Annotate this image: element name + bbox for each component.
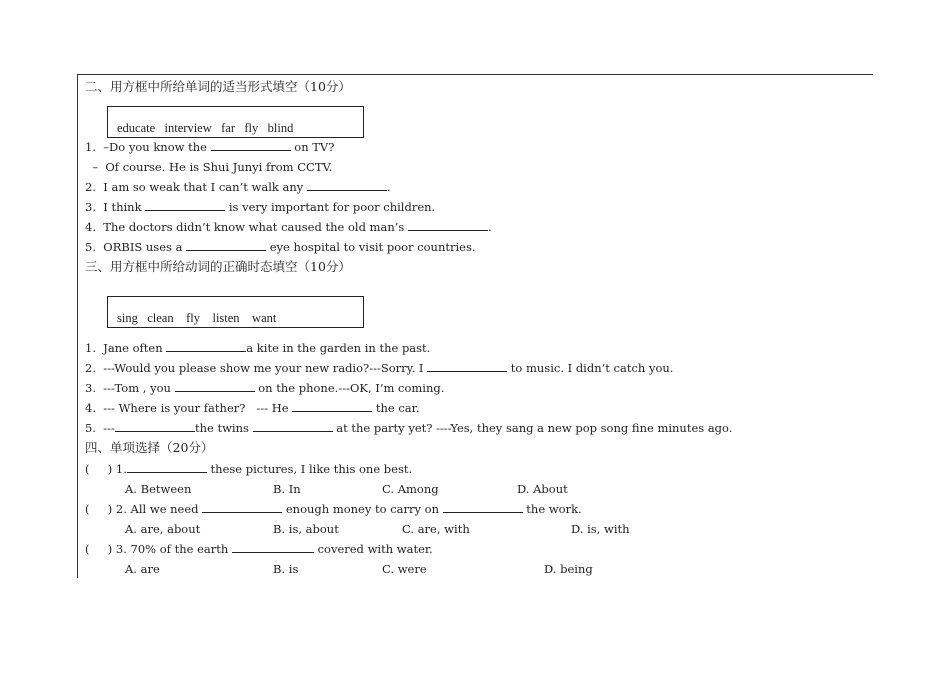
answer-blank[interactable] [427,361,507,372]
answer-blank[interactable] [253,421,333,432]
answer-blank[interactable] [408,220,488,231]
s3-item-4: 4. --- Where is your father? --- He the car. [85,401,420,415]
s3-item-1: 1. Jane often a kite in the garden in the past. [85,341,431,355]
mc-question-2: ( ) 2. All we need enough money to carry on the work. [85,502,582,516]
mc-question-1: ( ) 1. these pictures, I like this one best. [85,462,413,476]
s2-item-5: 5. ORBIS uses a eye hospital to visit poor countries. [85,240,476,254]
section4-heading: 四、单项选择（20分） [85,440,214,455]
answer-blank[interactable] [232,542,314,553]
s2-item-1: 1. –Do you know the on TV? [85,140,335,154]
top-rule [77,74,873,75]
mc-option[interactable]: C. are, with [402,522,470,536]
mc-option[interactable]: C. Among [382,482,439,496]
answer-blank[interactable] [443,502,523,513]
section2-word-box [107,106,364,138]
s2-item-1-answer: – Of course. He is Shui Junyi from CCTV. [85,160,333,174]
answer-blank[interactable] [211,140,291,151]
answer-blank[interactable] [145,200,225,211]
mc-option[interactable]: A. are, about [125,522,201,536]
mc-question-3: ( ) 3. 70% of the earth covered with water. [85,542,433,556]
s3-item-3: 3. ---Tom , you on the phone.---OK, I’m coming. [85,381,445,395]
s2-item-3: 3. I think is very important for poor children. [85,200,436,214]
section3-word-box [107,296,364,328]
mc-option[interactable]: B. is [273,562,299,576]
mc-option[interactable]: A. Between [125,482,192,496]
answer-blank[interactable] [115,421,195,432]
answer-blank[interactable] [202,502,282,513]
mc-option[interactable]: D. is, with [571,522,630,536]
mc-option[interactable]: D. being [544,562,593,576]
answer-blank[interactable] [186,240,266,251]
section2-heading: 二、用方框中所给单词的适当形式填空（10分） [85,79,351,94]
answer-blank[interactable] [175,381,255,392]
s3-item-5: 5. --- the twins at the party yet? ----Yes, they sang a new pop song fine minutes ago. [85,421,733,435]
mc-option[interactable]: A. are [125,562,160,576]
section3-word-list: sing clean fly listen want [117,311,277,325]
section2-word-list: educate interview far fly blind [117,121,294,135]
mc-option[interactable]: B. In [273,482,301,496]
mc-option[interactable]: D. About [517,482,568,496]
mc-option[interactable]: C. were [382,562,427,576]
section3-heading: 三、用方框中所给动词的正确时态填空（10分） [85,259,351,274]
answer-blank[interactable] [292,401,372,412]
answer-blank[interactable] [127,462,207,473]
s3-item-2: 2. ---Would you please show me your new radio?---Sorry. I to music. I didn’t catch you. [85,361,674,375]
mc-option[interactable]: B. is, about [273,522,339,536]
left-rule [77,74,78,578]
s2-item-2: 2. I am so weak that I can’t walk any . [85,180,391,194]
answer-blank[interactable] [307,180,387,191]
answer-blank[interactable] [166,341,246,352]
s2-item-4: 4. The doctors didn’t know what caused the old man’s . [85,220,492,234]
